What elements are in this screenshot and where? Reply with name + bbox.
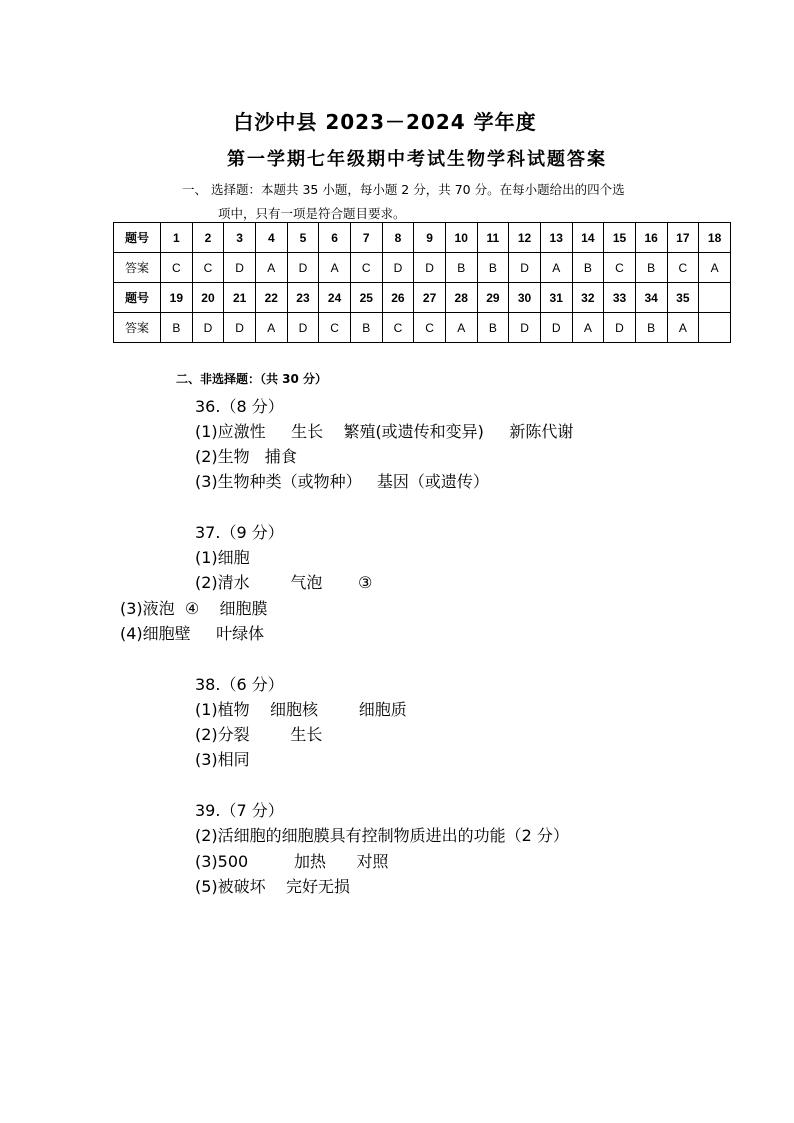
answer-cell: D	[382, 253, 414, 283]
answer-cell: B	[350, 313, 382, 343]
answer-cell: B	[445, 253, 477, 283]
question-number-cell: 30	[509, 283, 541, 313]
table-row-numbers-2	[114, 283, 731, 313]
answer-cell: C	[319, 313, 351, 343]
question-number-cell: 11	[477, 223, 509, 253]
answer-cell: D	[287, 253, 319, 283]
question-number-cell: 23	[287, 283, 319, 313]
q37-heading: 37.（9 分）	[195, 523, 284, 542]
q36-heading: 36.（8 分）	[195, 397, 284, 416]
header-cell-number: 题号	[114, 223, 161, 253]
answer-cell: A	[255, 313, 287, 343]
q37-answer-4: (4)细胞壁 叶绿体	[120, 624, 265, 643]
question-number-cell: 9	[414, 223, 446, 253]
question-number-cell: 1	[161, 223, 193, 253]
question-number-cell: 25	[350, 283, 382, 313]
answer-cell: C	[161, 253, 193, 283]
header-cell-number: 题号	[114, 283, 161, 313]
table-row-answers-2	[114, 313, 731, 343]
answer-cell: D	[509, 313, 541, 343]
question-number-cell: 17	[667, 223, 699, 253]
answer-cell: B	[572, 253, 604, 283]
answer-cell: C	[350, 253, 382, 283]
question-number-cell: 21	[224, 283, 256, 313]
answer-cell: D	[604, 313, 636, 343]
answer-cell: B	[477, 313, 509, 343]
answer-cell: A	[699, 253, 731, 283]
question-number-cell: 31	[540, 283, 572, 313]
question-number-cell	[699, 283, 731, 313]
q38-answer-2: (2)分裂 生长	[195, 725, 323, 744]
question-number-cell: 35	[667, 283, 699, 313]
answer-cell: C	[192, 253, 224, 283]
question-number-cell: 6	[319, 223, 351, 253]
question-number-cell: 29	[477, 283, 509, 313]
answer-cell: A	[445, 313, 477, 343]
q36-answer-3: (3)生物种类（或物种） 基因（或遗传）	[195, 472, 489, 491]
answer-cell: C	[667, 253, 699, 283]
answer-cell: C	[414, 313, 446, 343]
q39-heading: 39.（7 分）	[195, 801, 284, 820]
answer-cell: A	[572, 313, 604, 343]
question-number-cell: 4	[255, 223, 287, 253]
answer-cell: A	[540, 253, 572, 283]
question-number-cell: 13	[540, 223, 572, 253]
answer-cell: B	[161, 313, 193, 343]
answer-cell: D	[224, 313, 256, 343]
table-row-numbers-1	[114, 223, 731, 253]
document-title: 白沙中县 2023－2024 学年度	[233, 110, 537, 134]
answer-cell: D	[414, 253, 446, 283]
header-cell-answer: 答案	[114, 253, 161, 283]
answer-cell: C	[382, 313, 414, 343]
answer-cell: D	[509, 253, 541, 283]
question-number-cell: 3	[224, 223, 256, 253]
document-subtitle: 第一学期七年级期中考试生物学科试题答案	[227, 149, 607, 170]
question-number-cell: 27	[414, 283, 446, 313]
q37-answer-3: (3)液泡 ④ 细胞膜	[120, 599, 268, 618]
question-number-cell: 18	[699, 223, 731, 253]
answer-cell: D	[192, 313, 224, 343]
q36-answer-2: (2)生物 捕食	[195, 447, 297, 466]
table-row-answers-1	[114, 253, 731, 283]
q39-answer-2: (2)活细胞的细胞膜具有控制物质进出的功能（2 分）	[195, 826, 569, 845]
answer-table	[113, 222, 731, 343]
answer-cell: B	[635, 253, 667, 283]
answer-cell: B	[477, 253, 509, 283]
question-number-cell: 26	[382, 283, 414, 313]
question-number-cell: 33	[604, 283, 636, 313]
question-number-cell: 15	[604, 223, 636, 253]
answer-cell: B	[635, 313, 667, 343]
question-number-cell: 16	[635, 223, 667, 253]
answer-cell: D	[224, 253, 256, 283]
answer-cell: A	[255, 253, 287, 283]
question-number-cell: 32	[572, 283, 604, 313]
question-number-cell: 8	[382, 223, 414, 253]
question-number-cell: 22	[255, 283, 287, 313]
section1-instruction-line2: 项中，只有一项是符合题目要求。	[218, 206, 406, 221]
question-number-cell: 24	[319, 283, 351, 313]
q37-answer-2: (2)清水 气泡 ③	[195, 573, 373, 592]
question-number-cell: 7	[350, 223, 382, 253]
q39-answer-5: (5)被破坏 完好无损	[195, 877, 351, 896]
question-number-cell: 2	[192, 223, 224, 253]
question-number-cell: 34	[635, 283, 667, 313]
q39-answer-3: (3)500 加热 对照	[195, 852, 389, 871]
answer-cell: A	[319, 253, 351, 283]
answer-cell: D	[287, 313, 319, 343]
question-number-cell: 28	[445, 283, 477, 313]
answer-cell: A	[667, 313, 699, 343]
section2-title: 二、非选择题：（共 30 分）	[176, 372, 328, 386]
q36-answer-1: (1)应激性 生长 繁殖(或遗传和变异) 新陈代谢	[195, 422, 574, 441]
section1-instruction-line1: 一、 选择题：本题共 35 小题，每小题 2 分，共 70 分。在每小题给出的四个选	[182, 182, 625, 197]
question-number-cell: 10	[445, 223, 477, 253]
answer-cell: D	[540, 313, 572, 343]
answer-cell: C	[604, 253, 636, 283]
header-cell-answer: 答案	[114, 313, 161, 343]
question-number-cell: 12	[509, 223, 541, 253]
question-number-cell: 20	[192, 283, 224, 313]
question-number-cell: 5	[287, 223, 319, 253]
question-number-cell: 19	[161, 283, 193, 313]
answer-cell	[699, 313, 731, 343]
q38-answer-1: (1)植物 细胞核 细胞质	[195, 700, 407, 719]
q38-heading: 38.（6 分）	[195, 675, 284, 694]
q38-answer-3: (3)相同	[195, 750, 250, 769]
question-number-cell: 14	[572, 223, 604, 253]
q37-answer-1: (1)细胞	[195, 548, 250, 567]
